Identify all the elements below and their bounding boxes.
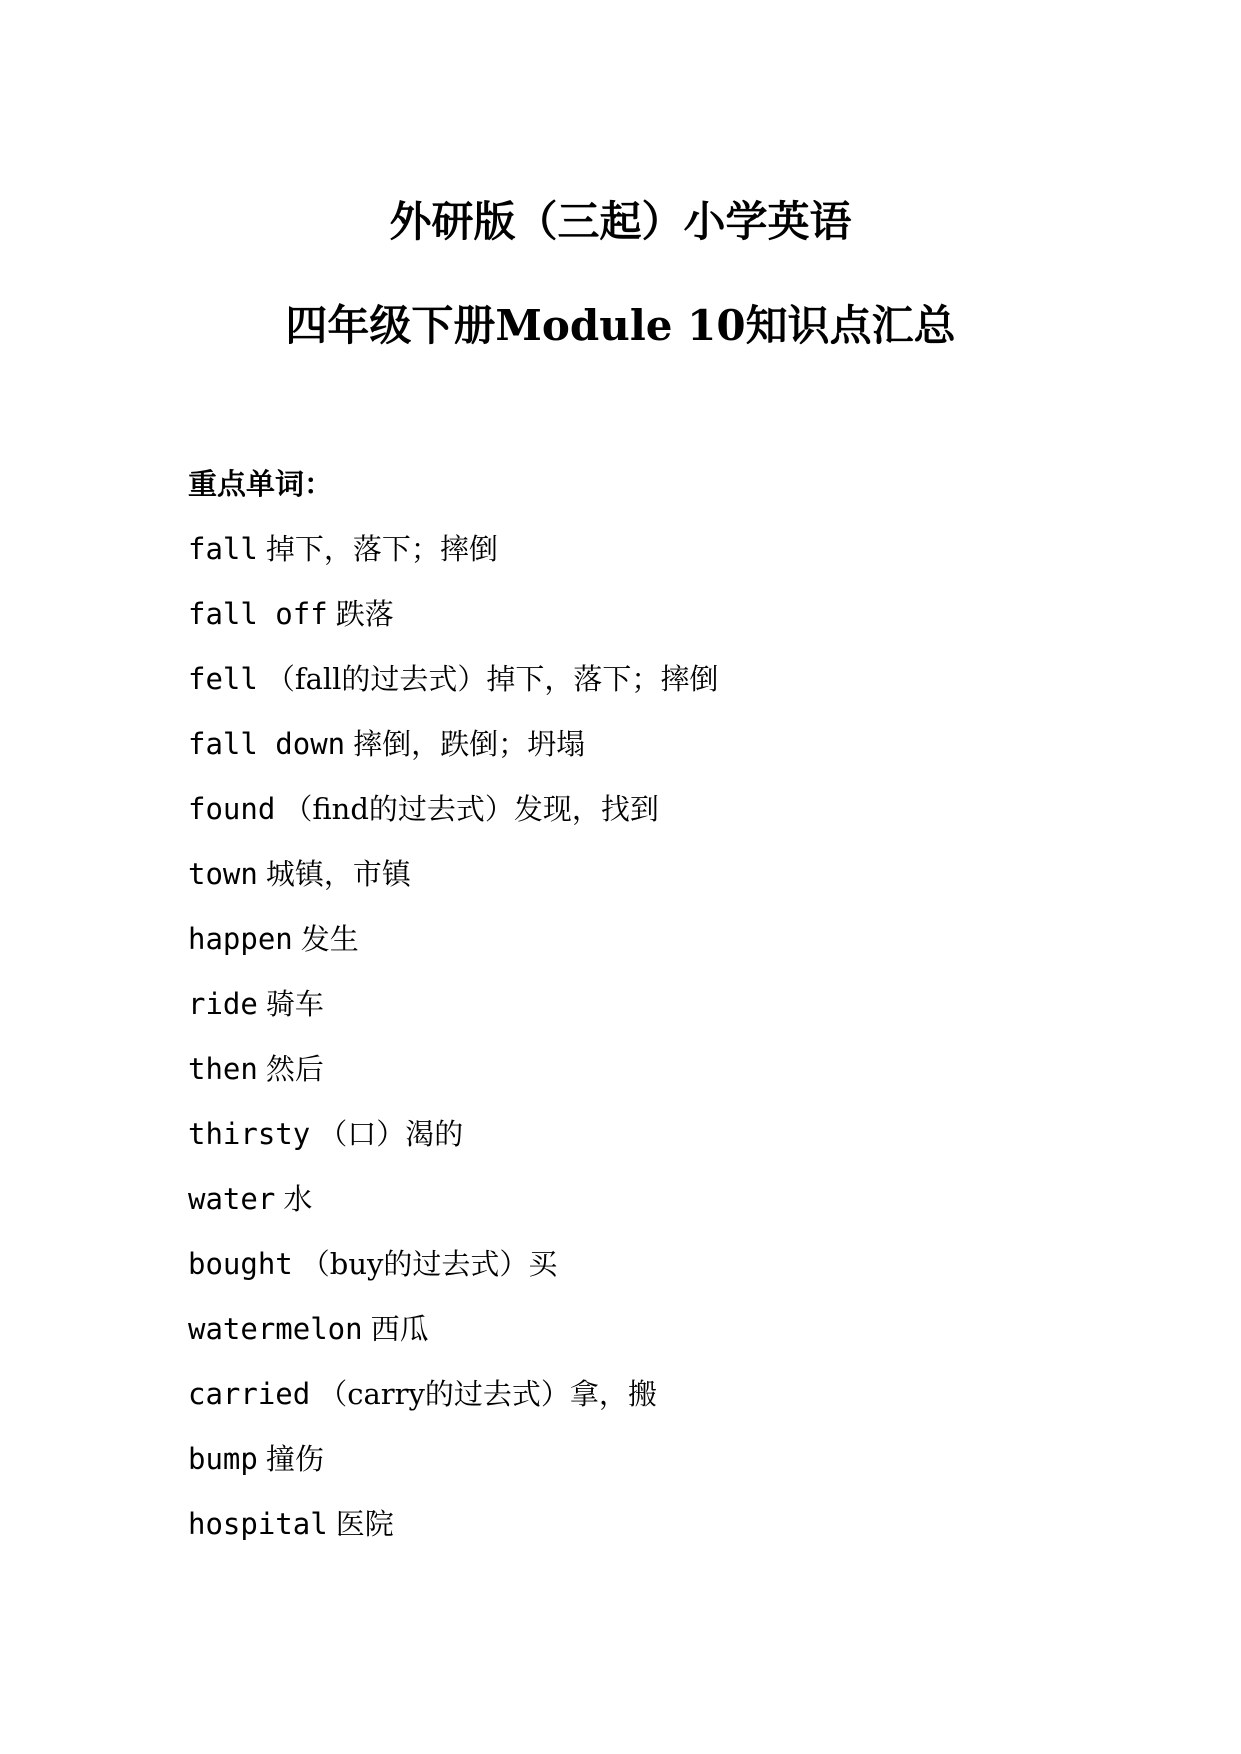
document-body — [188, 464, 1188, 1569]
vocabulary-word: bump — [188, 1442, 258, 1476]
vocabulary-word: ride — [188, 987, 258, 1021]
vocabulary-item — [188, 1244, 1188, 1309]
vocabulary-item — [188, 659, 1188, 724]
vocabulary-word: fall off — [188, 597, 328, 631]
vocabulary-item — [188, 1439, 1188, 1504]
vocabulary-item — [188, 789, 1188, 854]
vocabulary-item — [188, 919, 1188, 984]
vocabulary-word: carried — [188, 1377, 311, 1411]
vocabulary-meaning: 城镇，市镇 — [265, 857, 411, 891]
vocabulary-meaning: （find的过去式）发现，找到 — [283, 792, 659, 826]
vocabulary-word: then — [188, 1052, 258, 1086]
vocabulary-meaning: 掉下，落下；摔倒 — [265, 532, 498, 566]
vocabulary-meaning: （口）渴的 — [318, 1117, 464, 1151]
vocabulary-word: fall — [188, 532, 258, 566]
vocabulary-meaning: 医院 — [335, 1507, 394, 1541]
vocabulary-word: water — [188, 1182, 276, 1216]
document-subtitle: 四年级下册Module 10知识点汇总 — [285, 301, 956, 350]
vocabulary-list — [188, 529, 1188, 1569]
vocabulary-meaning: （carry的过去式）拿，搬 — [318, 1377, 657, 1411]
vocabulary-item — [188, 1374, 1188, 1439]
vocabulary-meaning: 然后 — [265, 1052, 324, 1086]
vocabulary-item — [188, 854, 1188, 919]
vocabulary-word: happen — [188, 922, 293, 956]
vocabulary-meaning: 水 — [283, 1182, 313, 1216]
vocabulary-meaning: 发生 — [300, 922, 359, 956]
section-heading: 重点单词： — [188, 467, 334, 501]
vocabulary-meaning: （fall的过去式）掉下，落下；摔倒 — [265, 662, 719, 696]
vocabulary-word: fell — [188, 662, 258, 696]
vocabulary-word: hospital — [188, 1507, 328, 1541]
vocabulary-item — [188, 1504, 1188, 1569]
vocabulary-item — [188, 1309, 1188, 1374]
vocabulary-item — [188, 724, 1188, 789]
vocabulary-word: fall down — [188, 727, 346, 761]
vocabulary-item — [188, 1179, 1188, 1244]
vocabulary-item — [188, 594, 1188, 659]
vocabulary-item — [188, 984, 1188, 1049]
vocabulary-item — [188, 1114, 1188, 1179]
vocabulary-meaning: 摔倒，跌倒；坍塌 — [353, 727, 586, 761]
vocabulary-word: found — [188, 792, 276, 826]
vocabulary-word: bought — [188, 1247, 293, 1281]
document-title: 外研版（三起）小学英语 — [389, 197, 852, 246]
vocabulary-word: thirsty — [188, 1117, 311, 1151]
vocabulary-meaning: 西瓜 — [370, 1312, 429, 1346]
vocabulary-meaning: 撞伤 — [265, 1442, 324, 1476]
vocabulary-word: town — [188, 857, 258, 891]
vocabulary-item — [188, 1049, 1188, 1114]
vocabulary-meaning: （buy的过去式）买 — [300, 1247, 558, 1281]
vocabulary-meaning: 跌落 — [335, 597, 394, 631]
vocabulary-word: watermelon — [188, 1312, 363, 1346]
vocabulary-meaning: 骑车 — [265, 987, 324, 1021]
vocabulary-item — [188, 529, 1188, 594]
